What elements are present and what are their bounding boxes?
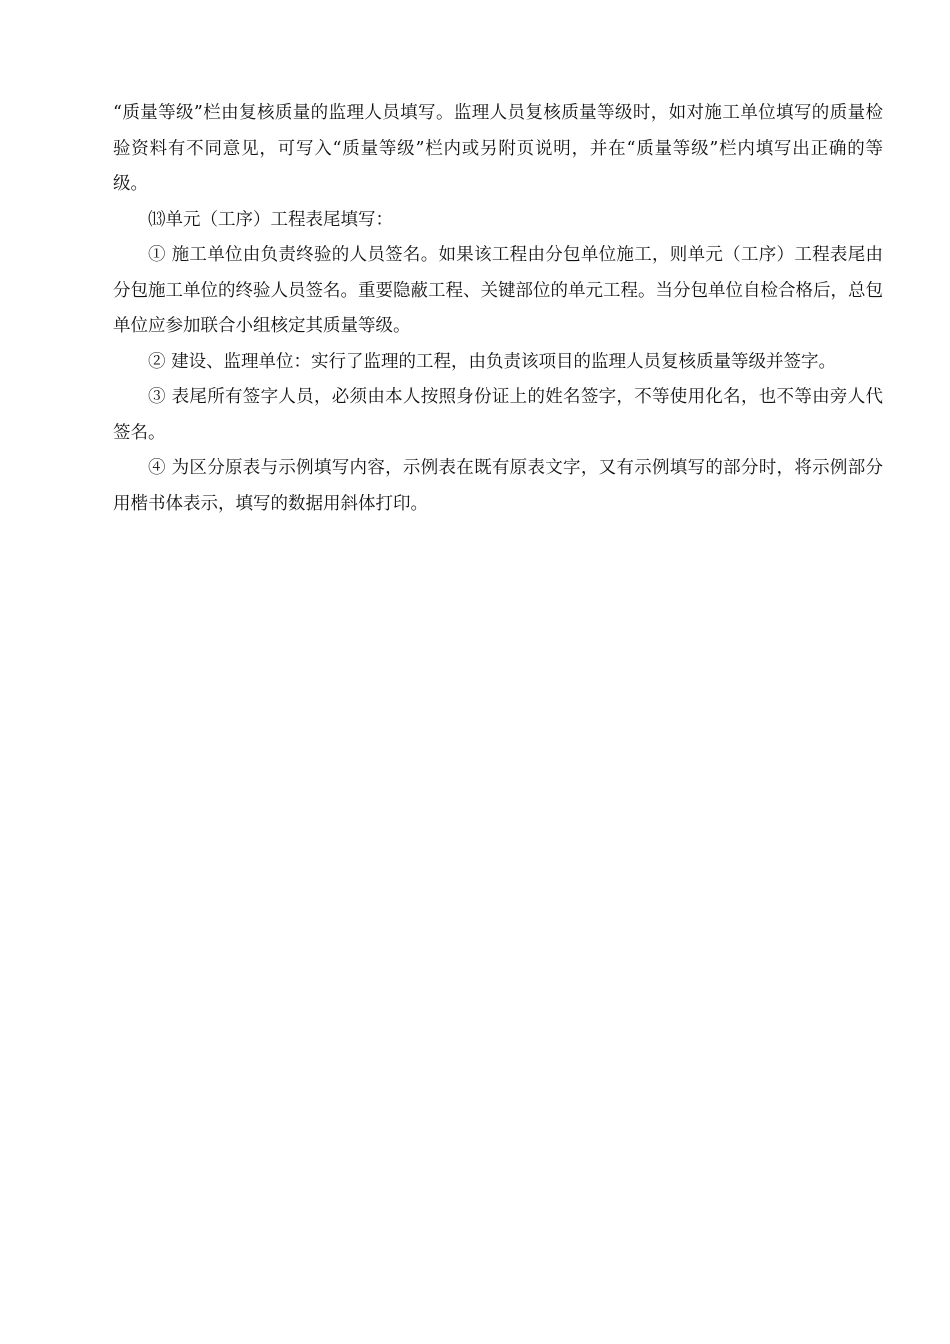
paragraph-section-13-heading: ⒀单元（工序）工程表尾填写： bbox=[148, 209, 393, 230]
paragraph-item-4: ④ 为区分原表与示例填写内容，示例表在既有原表文字，又有示例填写的部分时，将示例部分用楷书体表示，填写的数据用斜体打印。 bbox=[113, 458, 883, 514]
document-body bbox=[113, 96, 883, 522]
paragraph-item-2: ② 建设、监理单位：实行了监理的工程，由负责该项目的监理人员复核质量等级并签字。 bbox=[148, 351, 837, 372]
paragraph-item-3: ③ 表尾所有签字人员，必须由本人按照身份证上的姓名签字，不等使用化名，也不等由旁人代签名。 bbox=[113, 387, 883, 443]
paragraph-quality-grade-note: “质量等级”栏由复核质量的监理人员填写。监理人员复核质量等级时，如对施工单位填写的质量检验资料有不同意见，可写入“质量等级”栏内或另附页说明，并在“质量等级”栏内填写出正确的等级。 bbox=[113, 103, 883, 194]
paragraph-item-1: ① 施工单位由负责终验的人员签名。如果该工程由分包单位施工，则单元（工序）工程表尾由分包施工单位的终验人员签名。重要隐蔽工程、关键部位的单元工程。当分包单位自检合格后，总包单位应参加联合小组核定其质量等级。 bbox=[113, 245, 883, 336]
